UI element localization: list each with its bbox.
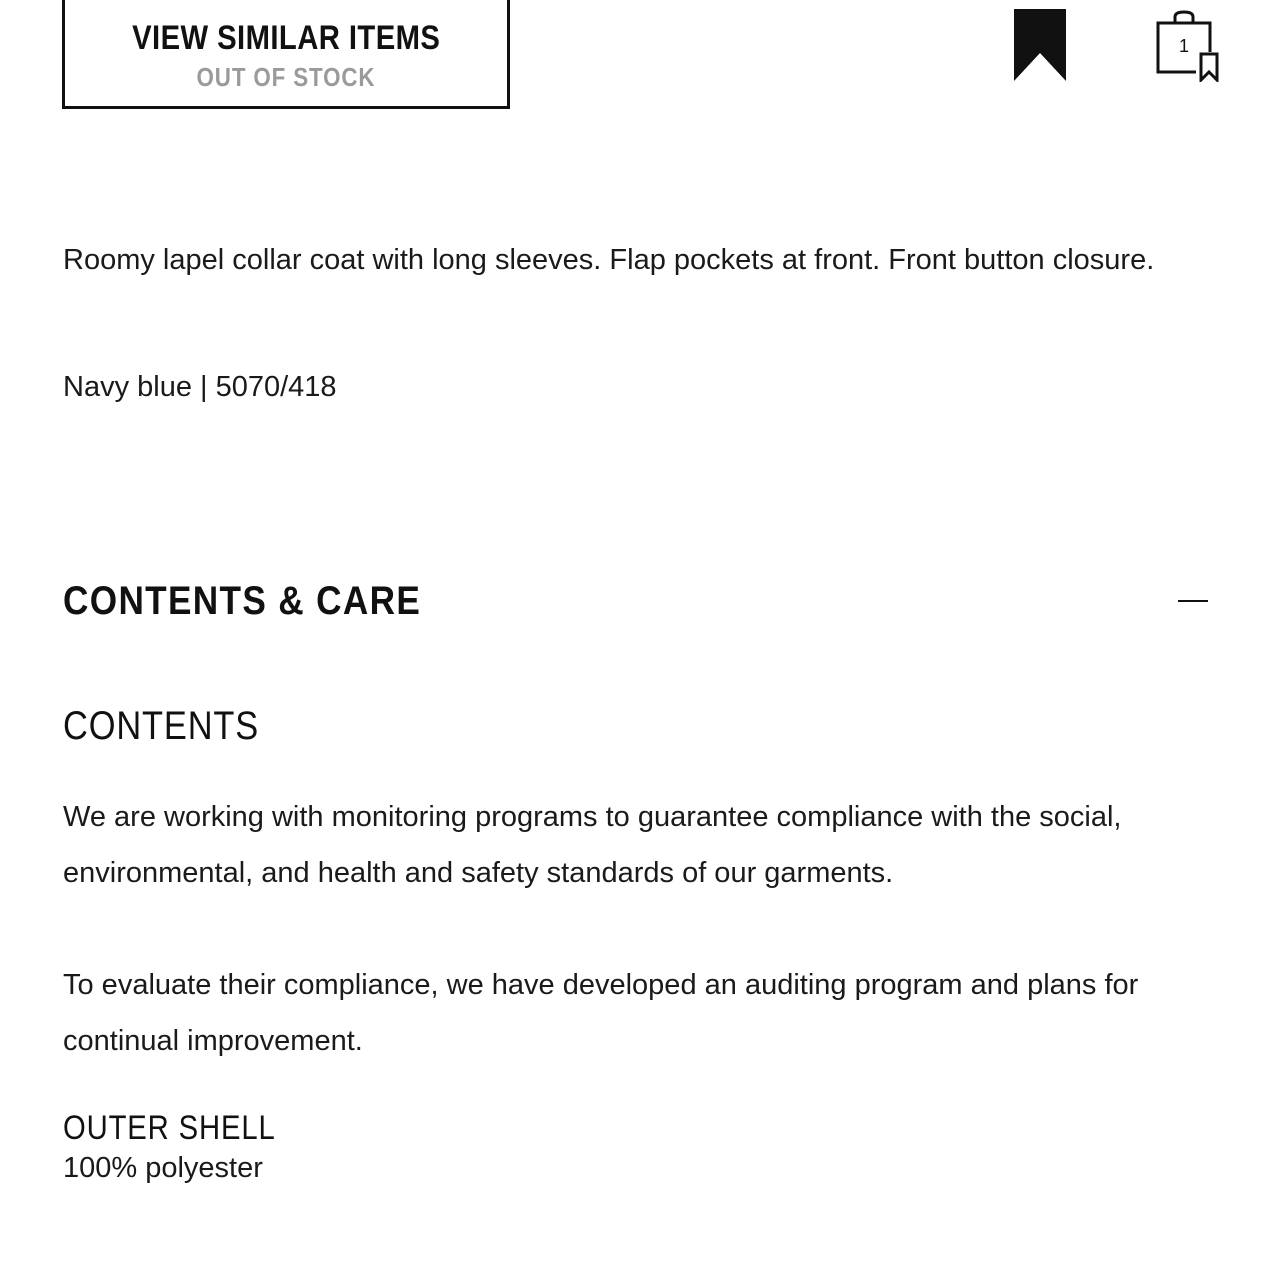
cart-count-badge: 1 [1178,36,1189,56]
view-similar-items-button[interactable] [62,0,510,109]
stock-status-label: OUT OF STOCK [196,61,376,92]
contents-care-section-header[interactable] [63,576,1213,626]
compliance-paragraph: We are working with monitoring programs to guarantee compliance with the social, environmental, and health and safety standards of our garments. [63,801,1122,889]
product-color-reference: Navy blue | 5070/418 [63,371,337,403]
view-similar-items-label: VIEW SIMILAR ITEMS [131,18,441,57]
contents-heading: CONTENTS [63,704,260,748]
section-title: CONTENTS & CARE [63,579,422,623]
outer-shell-value: 100% polyester [63,1152,263,1184]
outer-shell-label: OUTER SHELL [63,1109,276,1147]
auditing-paragraph: To evaluate their compliance, we have developed an auditing program and plans for continual improvement. [63,969,1139,1057]
minus-icon[interactable] [1178,600,1208,602]
bookmark-icon[interactable] [1014,9,1066,81]
product-description: Roomy lapel collar coat with long sleeves. Flap pockets at front. Front button closure. [63,244,1155,276]
